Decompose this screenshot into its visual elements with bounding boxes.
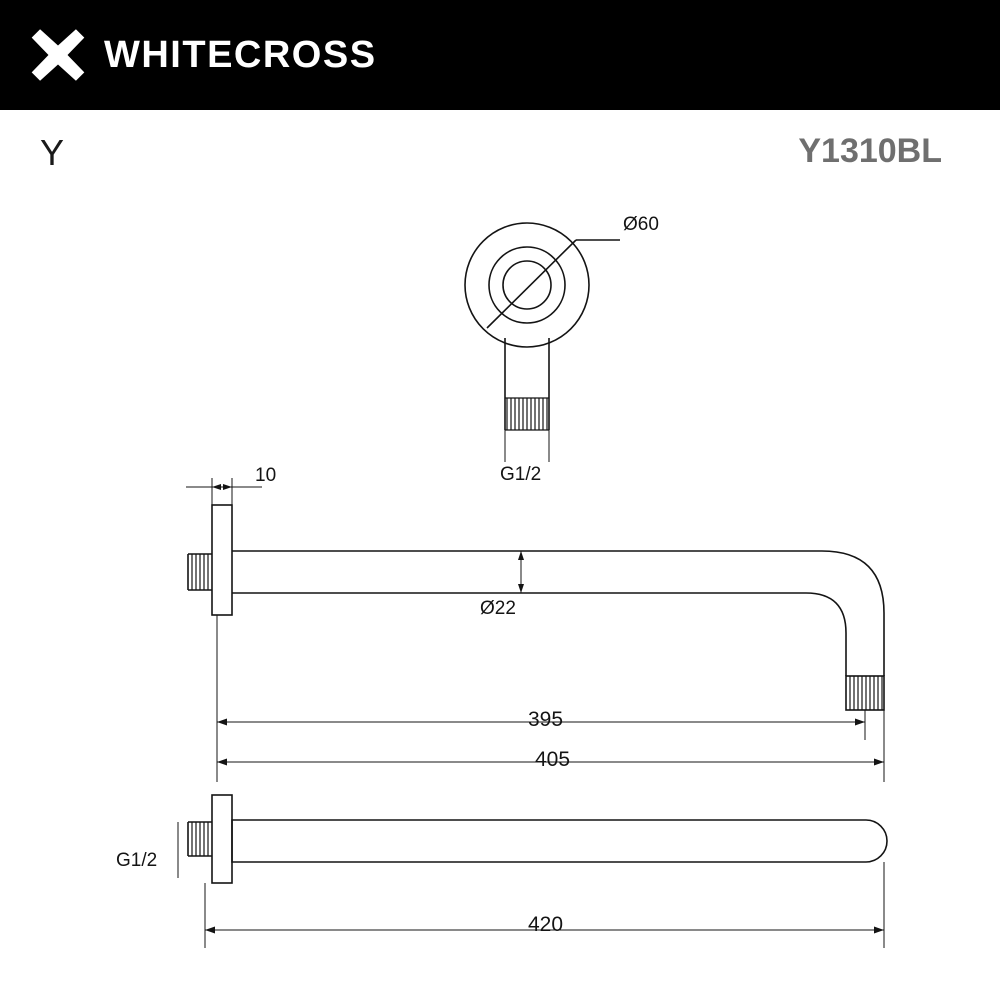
label-top-thread: G1/2: [500, 464, 542, 485]
bottom-view-arm: [188, 795, 887, 883]
dimension-d22: [518, 551, 524, 593]
model-code: Y1310BL: [798, 132, 942, 170]
side-view-arm: [188, 505, 884, 710]
brand-name: WHITECROSS: [104, 33, 377, 76]
label-reach-405: 405: [535, 748, 571, 771]
top-view-flange: [465, 223, 620, 430]
dimension-g12-side: [178, 822, 212, 878]
series-letter: Y: [40, 132, 65, 173]
label-flange-thickness: 10: [255, 465, 277, 486]
dimension-10: [186, 478, 262, 520]
label-length-420: 420: [528, 913, 564, 936]
label-flange-diameter: Ø60: [623, 214, 659, 235]
dimension-g12-top: [505, 430, 549, 462]
label-tube-diameter: Ø22: [480, 598, 516, 619]
label-side-thread: G1/2: [116, 850, 158, 871]
label-reach-395: 395: [528, 708, 564, 731]
